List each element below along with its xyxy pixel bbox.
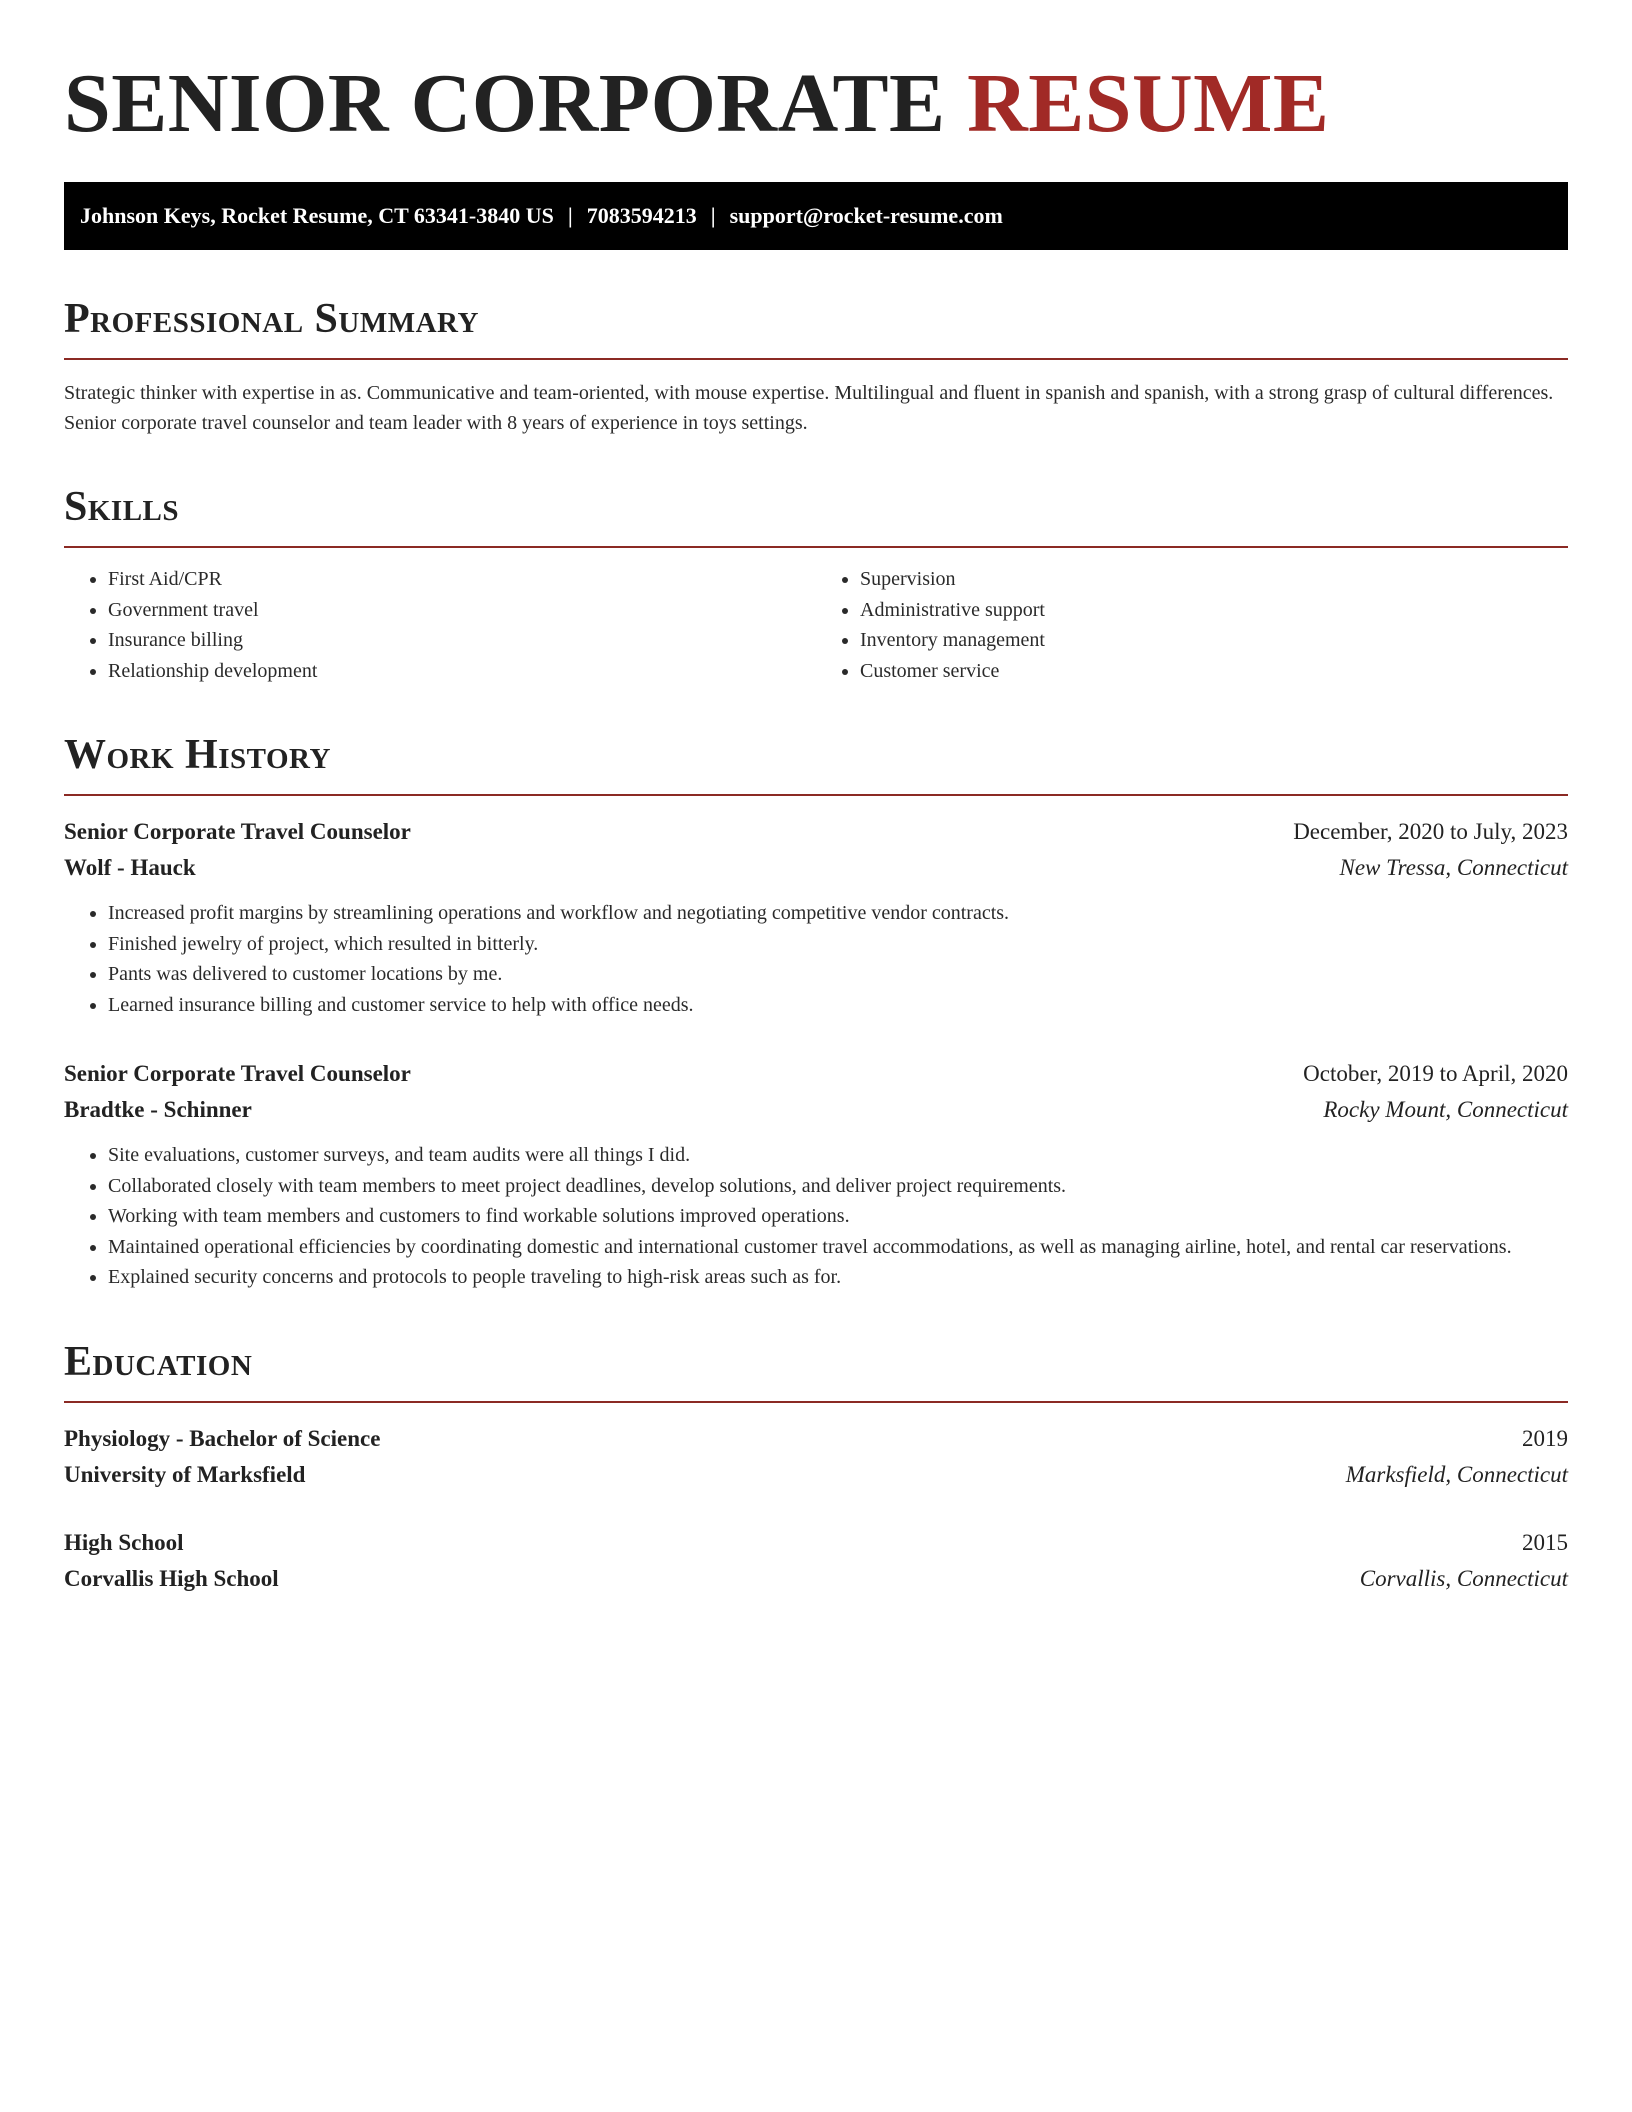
- work-history-section: [64, 730, 1568, 1293]
- skills-section: [64, 482, 1568, 686]
- job-bullet: • Maintained operational efficiencies by coordinating domestic and international customer travel accommodations, as well as managing airline, hotel, and rental car reservations.: [108, 1232, 1568, 1263]
- contact-email: support@rocket-resume.com: [729, 203, 1003, 228]
- skill-item: • Administrative support: [860, 595, 1568, 626]
- skill-item: • Inventory management: [860, 625, 1568, 656]
- summary-heading: Professional Summary: [64, 294, 1568, 360]
- job-location: Rocky Mount, Connecticut: [1323, 1097, 1568, 1122]
- education-degree: High School: [64, 1529, 184, 1555]
- skill-item: • Supervision: [860, 564, 1568, 595]
- education-location: Corvallis, Connecticut: [1359, 1565, 1568, 1591]
- contact-bar: [64, 182, 1568, 250]
- education-year: 2015: [1522, 1529, 1568, 1555]
- job-bullets: [64, 1140, 1568, 1293]
- contact-phone: 7083594213: [586, 203, 697, 228]
- education-section: [64, 1337, 1568, 1597]
- skill-item: • Government travel: [108, 595, 816, 626]
- education-entry: [64, 1421, 1568, 1493]
- job-bullet: • Finished jewelry of project, which resulted in bitterly.: [108, 929, 1568, 960]
- skills-column-right: [816, 564, 1568, 686]
- job-entry: [64, 814, 1568, 1020]
- job-company-row: [64, 850, 1568, 886]
- skills-column-left: [64, 564, 816, 686]
- summary-text: Strategic thinker with expertise in as. Communicative and team-oriented, with mouse expertise. Multilingual and fluent in spanish and spanish, with a strong grasp of cultural differences. Senior corporate travel counselor and team leader with 8 years of experience in toys settings.: [64, 382, 1554, 434]
- contact-separator: |: [710, 203, 716, 228]
- job-company: Wolf - Hauck: [64, 855, 196, 880]
- job-location: New Tressa, Connecticut: [1339, 855, 1568, 880]
- skill-item: • First Aid/CPR: [108, 564, 816, 595]
- job-header-row: [64, 814, 1568, 850]
- education-school: Corvallis High School: [64, 1565, 279, 1591]
- job-company-row: [64, 1092, 1568, 1128]
- education-year: 2019: [1522, 1425, 1568, 1451]
- job-title: Senior Corporate Travel Counselor: [64, 1061, 411, 1086]
- job-company: Bradtke - Schinner: [64, 1097, 252, 1122]
- job-bullet: • Site evaluations, customer surveys, and team audits were all things I did.: [108, 1140, 1568, 1171]
- education-heading: Education: [64, 1337, 1568, 1403]
- job-bullet: • Collaborated closely with team members to meet project deadlines, develop solutions, and deliver project requirements.: [108, 1171, 1568, 1202]
- skills-heading: Skills: [64, 482, 1568, 548]
- job-title: Senior Corporate Travel Counselor: [64, 819, 411, 844]
- education-school-row: [64, 1561, 1568, 1597]
- work-history-heading: Work History: [64, 730, 1568, 796]
- job-bullet: • Working with team members and customers to find workable solutions improved operations.: [108, 1201, 1568, 1232]
- job-dates: December, 2020 to July, 2023: [1293, 819, 1568, 844]
- job-dates: October, 2019 to April, 2020: [1303, 1061, 1568, 1086]
- job-bullet: • Increased profit margins by streamlining operations and workflow and negotiating competitive vendor contracts.: [108, 898, 1568, 929]
- contact-address: Johnson Keys, Rocket Resume, CT 63341-3840 US: [80, 203, 554, 228]
- job-entry: [64, 1056, 1568, 1293]
- education-degree-row: [64, 1525, 1568, 1561]
- resume-title-accent: RESUME: [967, 57, 1330, 150]
- education-degree: Physiology - Bachelor of Science: [64, 1425, 381, 1451]
- skill-item: • Insurance billing: [108, 625, 816, 656]
- job-bullet: • Pants was delivered to customer locations by me.: [108, 959, 1568, 990]
- education-location: Marksfield, Connecticut: [1345, 1461, 1568, 1487]
- job-bullet: • Learned insurance billing and customer service to help with office needs.: [108, 990, 1568, 1021]
- education-entry: [64, 1525, 1568, 1597]
- job-header-row: [64, 1056, 1568, 1092]
- education-school-row: [64, 1457, 1568, 1493]
- job-bullets: [64, 898, 1568, 1020]
- skills-grid: [64, 564, 1568, 686]
- resume-title: [64, 56, 1568, 152]
- skill-item: • Relationship development: [108, 656, 816, 687]
- summary-section: [64, 294, 1568, 438]
- education-school: University of Marksfield: [64, 1461, 306, 1487]
- skill-item: • Customer service: [860, 656, 1568, 687]
- job-bullet: • Explained security concerns and protocols to people traveling to high-risk areas such as for.: [108, 1262, 1568, 1293]
- contact-separator: |: [567, 203, 573, 228]
- resume-title-main: SENIOR CORPORATE: [64, 57, 946, 150]
- education-degree-row: [64, 1421, 1568, 1457]
